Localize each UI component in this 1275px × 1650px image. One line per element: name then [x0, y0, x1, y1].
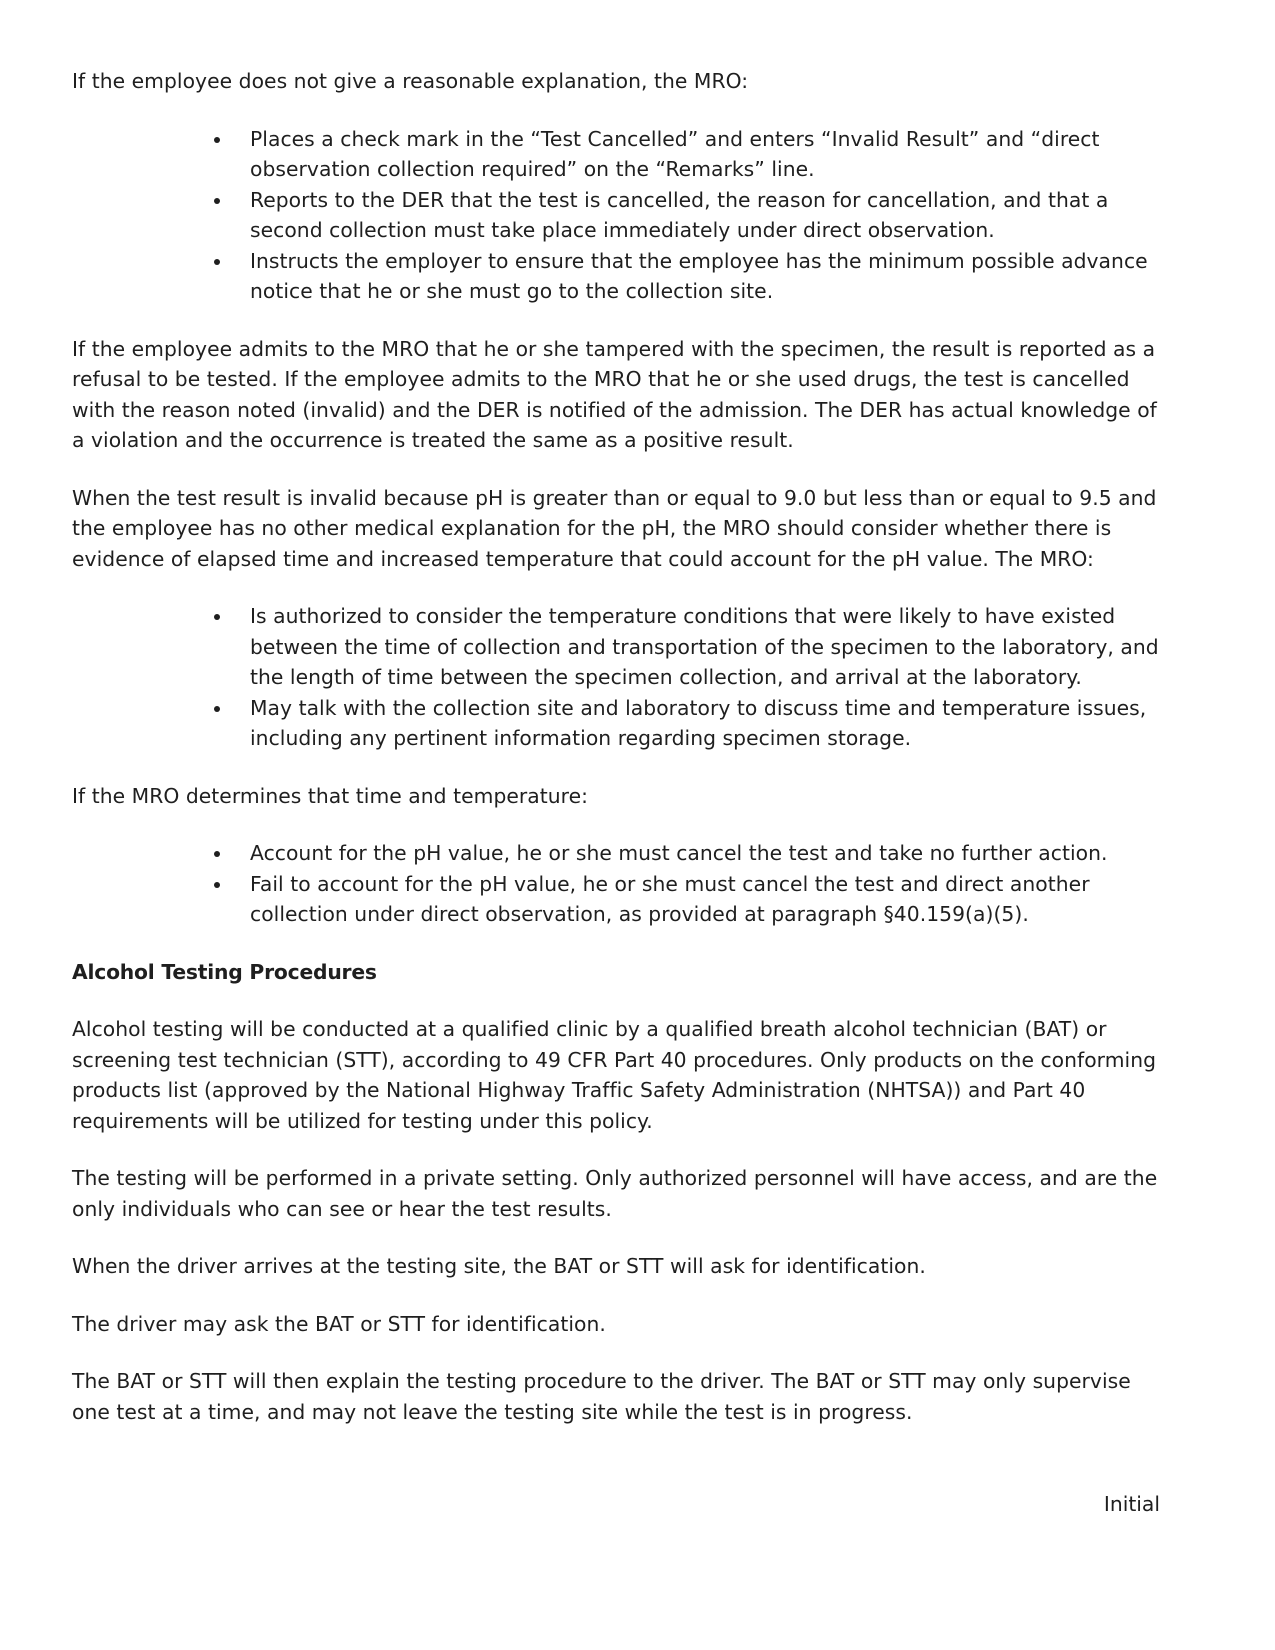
list-item — [250, 124, 1162, 185]
bullet-icon — [214, 259, 220, 265]
list-item-text: Instructs the employer to ensure that the employee has the minimum possible advance notice that he or she must go to the collection site. — [250, 248, 1148, 303]
list-item — [250, 693, 1162, 754]
document-body — [72, 66, 1162, 1454]
bullet-icon — [214, 706, 220, 712]
mro-actions-list — [72, 124, 1162, 307]
list-item — [250, 838, 1162, 869]
list-item-text: Fail to account for the pH value, he or she must cancel the test and direct another collection under direct observation, as provided at paragraph §40.159(a)(5). — [250, 871, 1090, 926]
section-heading: Alcohol Testing Procedures — [72, 959, 377, 984]
list-item — [250, 601, 1162, 693]
private-setting-paragraph: The testing will be performed in a private setting. Only authorized personnel will have access, and are the only individuals who can see or hear the test results. — [72, 1166, 1158, 1221]
driver-arrives-paragraph: When the driver arrives at the testing site, the BAT or STT will ask for identification. — [72, 1254, 926, 1278]
list-item — [250, 185, 1162, 246]
alcohol-testing-paragraph: Alcohol testing will be conducted at a qualified clinic by a qualified breath alcohol technician (BAT) or screening test technician (STT), according to 49 CFR Part 40 procedures. Only products on the conforming products list (approved by the National Highway Traffic Safety Administration (NHTSA)) and Part 40 requirements will be utilized for testing under this policy. — [72, 1017, 1157, 1133]
mro-ph-considerations-list — [72, 601, 1162, 754]
driver-identification-paragraph: The driver may ask the BAT or STT for identification. — [72, 1311, 606, 1336]
time-temperature-outcomes-list — [72, 838, 1162, 930]
bullet-icon — [214, 882, 220, 888]
bullet-icon — [214, 614, 220, 620]
ph-invalid-paragraph: When the test result is invalid because pH is greater than or equal to 9.0 but less than or equal to 9.5 and the employee has no other medical explanation for the pH, the MRO should consider whether there is evidence of elapsed time and increased temperature that could account for the pH value. The MRO: — [72, 485, 1157, 571]
list-item-text: Is authorized to consider the temperature conditions that were likely to have existed between the time of collection and transportation of the specimen to the laboratory, and the length of time between the specimen collection, and arrival at the laboratory. — [250, 604, 1159, 689]
bullet-icon — [214, 851, 220, 857]
list-item — [250, 869, 1162, 930]
list-item-text: May talk with the collection site and laboratory to discuss time and temperature issues, including any pertinent information regarding specimen storage. — [250, 695, 1147, 750]
time-temperature-intro: If the MRO determines that time and temperature: — [72, 783, 589, 808]
bullet-icon — [214, 198, 220, 204]
initial-label: Initial — [1103, 1492, 1160, 1516]
list-item-text: Places a check mark in the “Test Cancelled” and enters “Invalid Result” and “direct observation collection required” on the “Remarks” line. — [250, 126, 1100, 181]
list-item — [250, 246, 1162, 307]
list-item-text: Reports to the DER that the test is cancelled, the reason for cancellation, and that a second collection must take place immediately under direct observation. — [250, 187, 1109, 242]
bullet-icon — [214, 137, 220, 143]
mro-no-explanation-intro: If the employee does not give a reasonable explanation, the MRO: — [72, 69, 749, 93]
employee-admits-paragraph: If the employee admits to the MRO that he or she tampered with the specimen, the result is reported as a refusal to be tested. If the employee admits to the MRO that he or she used drugs, the test is cancelled with the reason noted (invalid) and the DER is notified of the admission. The DER has actual knowledge of a violation and the occurrence is treated the same as a positive result. — [72, 336, 1157, 452]
list-item-text: Account for the pH value, he or she must cancel the test and take no further action. — [250, 841, 1108, 865]
procedure-explanation-paragraph: The BAT or STT will then explain the testing procedure to the driver. The BAT or STT may only supervise one test at a time, and may not leave the testing site while the test is in progress. — [72, 1369, 1131, 1424]
